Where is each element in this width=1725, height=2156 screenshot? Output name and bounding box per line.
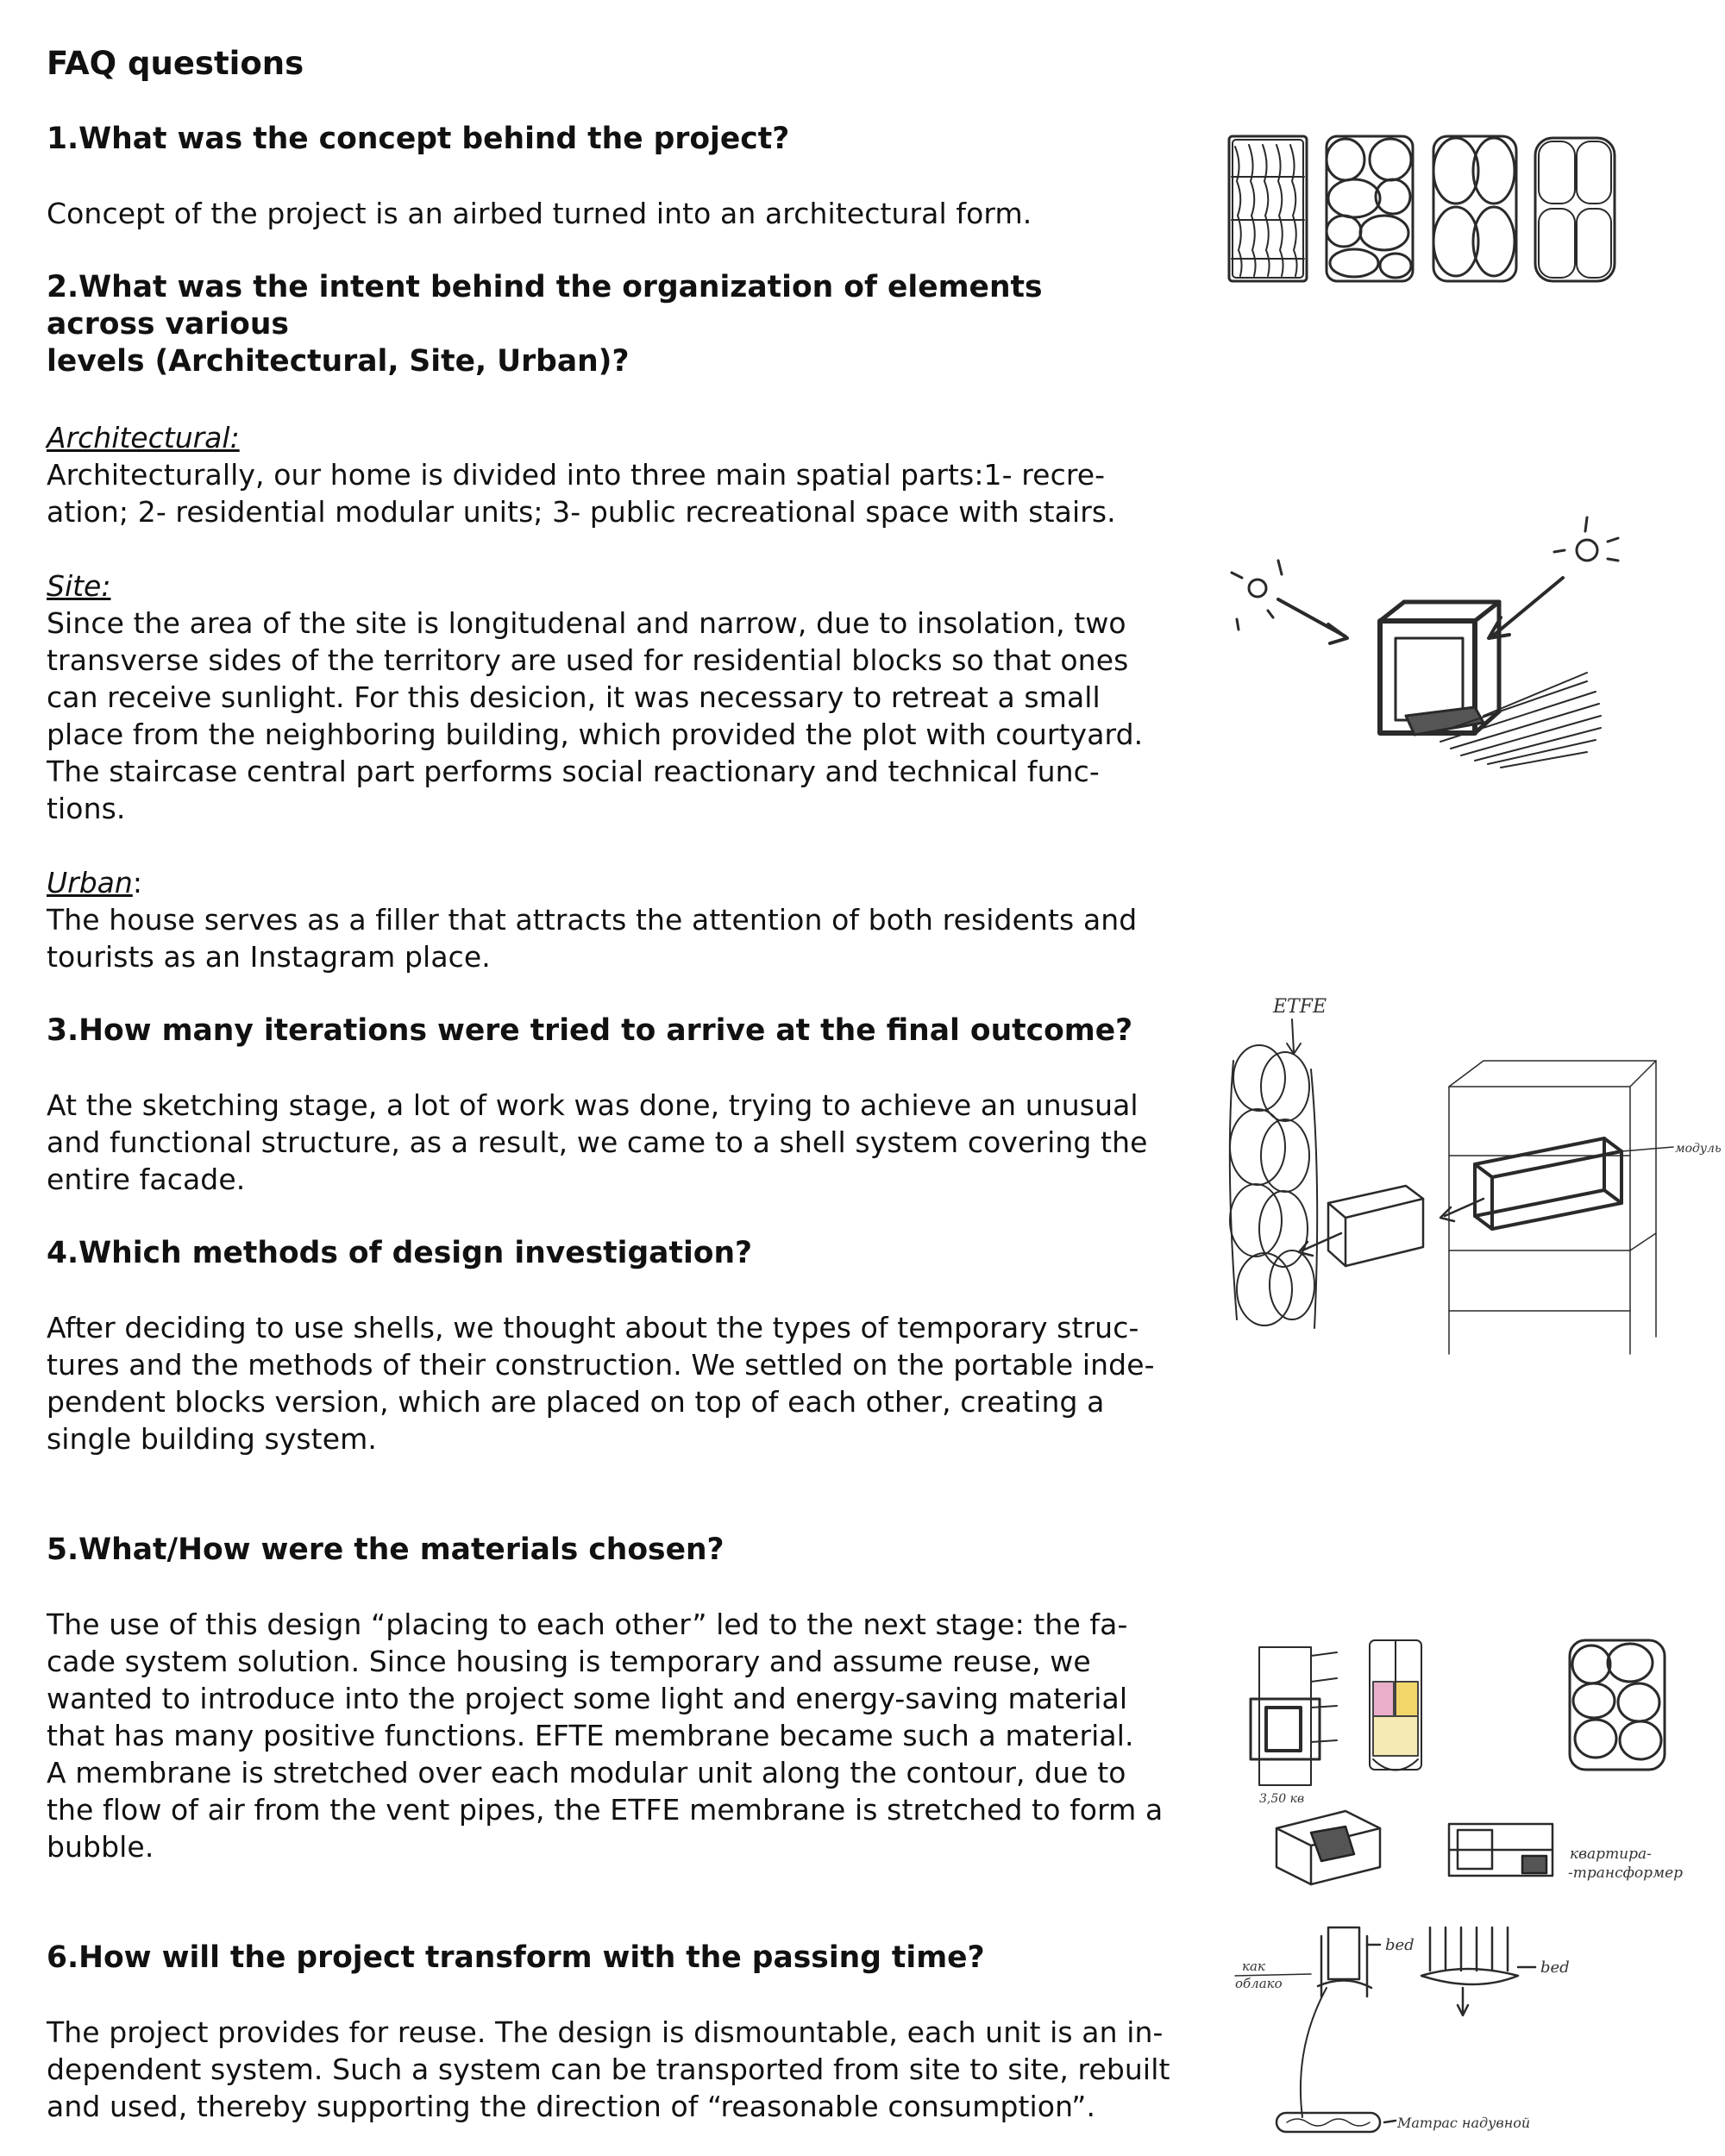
question-3-heading: 3.How many iterations were tried to arrive at the final outcome? xyxy=(47,1013,1133,1048)
text-line: Since the area of the site is longitudenal and narrow, due to insolation, two xyxy=(47,606,1126,640)
urban-label: Urban xyxy=(47,866,133,899)
question-6-heading: 6.How will the project transform with the passing time? xyxy=(47,1940,985,1975)
text-line: A membrane is stretched over each modular unit along the contour, due to xyxy=(47,1756,1126,1789)
text-line: The project provides for reuse. The design is dismountable, each unit is an in- xyxy=(47,2015,1164,2049)
answer-3-text xyxy=(47,1087,1159,1198)
urban-colon: : xyxy=(132,866,142,899)
mattress-label: Матрас надувной xyxy=(1397,2115,1531,2131)
text-line: single building system. xyxy=(47,1422,377,1456)
text-line: tions. xyxy=(47,792,126,825)
question-2-line: across various xyxy=(47,307,289,342)
question-1-heading: 1.What was the concept behind the project? xyxy=(47,122,790,156)
text-line: ation; 2- residential modular units; 3- public recreational space with stairs. xyxy=(47,495,1116,529)
answer-4-text xyxy=(47,1309,1159,1457)
transformer-label-2: -трансформер xyxy=(1568,1865,1684,1882)
text-line: The use of this design “placing to each other” led to the next stage: the fa- xyxy=(47,1608,1128,1641)
answer-1-text: Concept of the project is an airbed turned into an architectural form. xyxy=(47,197,1032,230)
dimension-label: 3,50 кв xyxy=(1259,1792,1305,1806)
text-line: can receive sunlight. For this desicion, it was necessary to retreat a small xyxy=(47,680,1101,714)
text-line: The staircase central part performs social reactionary and technical func- xyxy=(47,755,1100,788)
transformer-sketch xyxy=(1225,1630,1708,1897)
facade-sketch-row xyxy=(1225,129,1622,293)
question-4-heading: 4.Which methods of design investigation? xyxy=(47,1236,753,1270)
text-line: tures and the methods of their construction. We settled on the portable inde- xyxy=(47,1348,1155,1382)
answer-6-text xyxy=(47,2014,1170,2125)
architectural-subheading: Architectural: xyxy=(47,421,240,454)
urban-text xyxy=(47,901,1159,975)
text-line: place from the neighboring building, which provided the plot with courtyard. xyxy=(47,718,1144,751)
question-2-line: levels (Architectural, Site, Urban)? xyxy=(47,344,630,379)
text-line: wanted to introduce into the project some light and energy-saving material xyxy=(47,1682,1128,1715)
site-subheading: Site: xyxy=(47,569,111,603)
question-5-heading: 5.What/How were the materials chosen? xyxy=(47,1532,724,1567)
module-label: модуль xyxy=(1675,1142,1722,1156)
text-line: and used, thereby supporting the direction of “reasonable consumption”. xyxy=(47,2090,1096,2123)
architectural-text xyxy=(47,456,1159,530)
bed-sketch xyxy=(1225,1919,1708,2143)
text-line: tourists as an Instagram place. xyxy=(47,940,491,974)
text-line: bubble. xyxy=(47,1830,154,1864)
cloud-label-1: как xyxy=(1242,1959,1265,1974)
text-line: the flow of air from the vent pipes, the ETFE membrane is stretched to form a xyxy=(47,1793,1164,1827)
text-line: At the sketching stage, a lot of work was done, trying to achieve an unusual xyxy=(47,1088,1138,1122)
insolation-sketch xyxy=(1225,509,1622,793)
text-line: After deciding to use shells, we thought about the types of temporary struc- xyxy=(47,1311,1139,1344)
text-line: cade system solution. Since housing is temporary and assume reuse, we xyxy=(47,1645,1091,1678)
answer-5-text xyxy=(47,1606,1164,1865)
text-line: that has many positive functions. EFTE membrane became such a material. xyxy=(47,1719,1134,1752)
text-line: The house serves as a filler that attracts the attention of both residents and xyxy=(47,903,1138,937)
question-2-line: 2.What was the intent behind the organization of elements xyxy=(47,270,1043,304)
text-line: transverse sides of the territory are used for residential blocks so that ones xyxy=(47,643,1129,677)
text-line: dependent system. Such a system can be transported from site to site, rebuilt xyxy=(47,2053,1170,2086)
page-title: FAQ questions xyxy=(47,45,304,82)
question-2-heading xyxy=(47,269,1159,380)
text-line: pendent blocks version, which are placed on top of each other, creating a xyxy=(47,1385,1105,1419)
text-line: entire facade. xyxy=(47,1163,246,1196)
etfe-module-sketch xyxy=(1225,992,1722,1371)
transformer-label-1: квартира- xyxy=(1570,1846,1652,1863)
cloud-label-2: облако xyxy=(1235,1976,1283,1991)
etfe-label: ETFE xyxy=(1273,996,1327,1018)
site-text xyxy=(47,605,1159,827)
urban-subheading xyxy=(47,864,142,901)
bed-label-1: bed xyxy=(1385,1936,1414,1954)
bed-label-2: bed xyxy=(1540,1959,1570,1977)
text-line: and functional structure, as a result, we came to a shell system covering the xyxy=(47,1125,1148,1159)
text-line: Architecturally, our home is divided into three main spatial parts:1- recre- xyxy=(47,458,1106,492)
